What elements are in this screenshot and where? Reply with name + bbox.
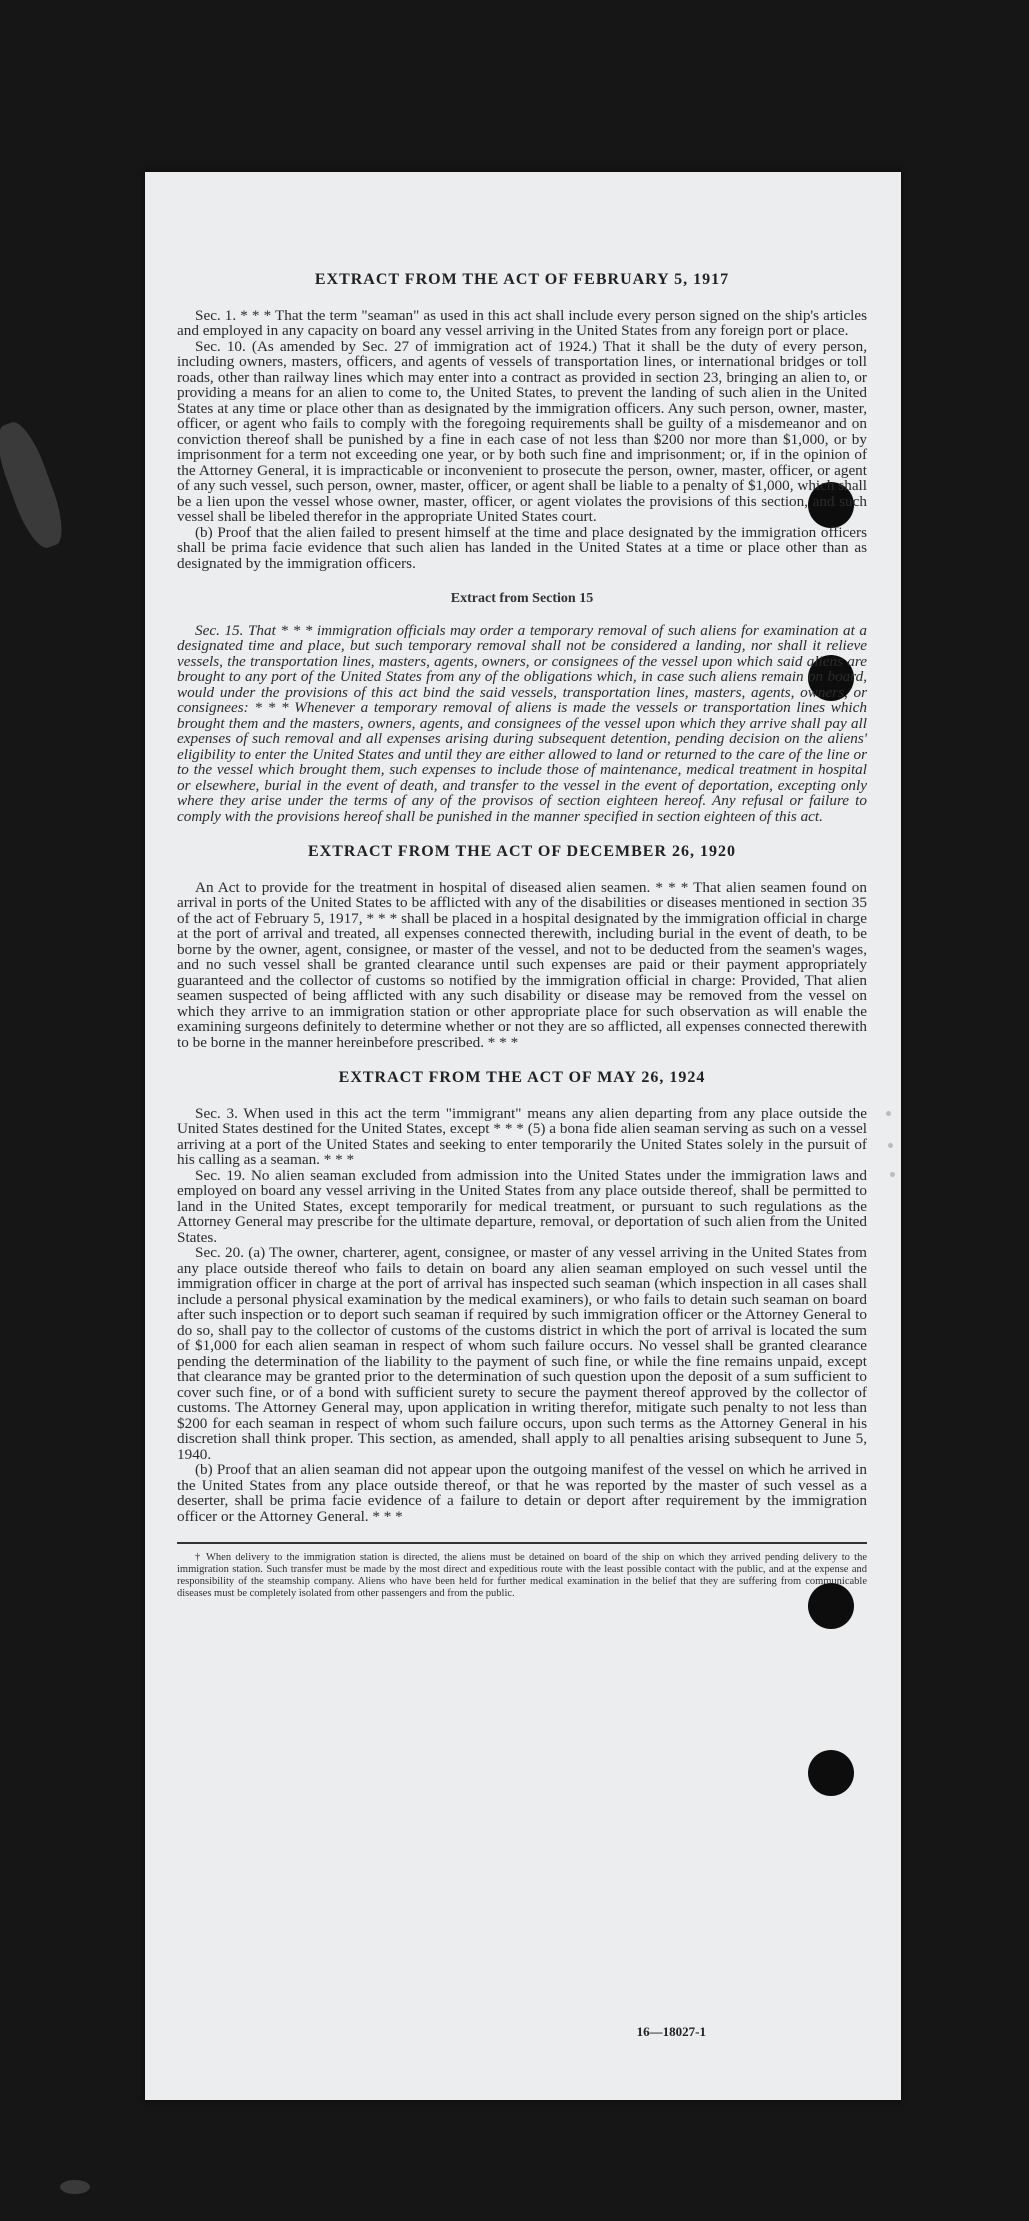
heading-act-1924: EXTRACT FROM THE ACT OF MAY 26, 1924 [338,1069,706,1086]
section-3-paragraph: Sec. 3. When used in this act the term "immigrant" means any alien departing from any place outside the United States destined for the United States, except * * * (5) a bona fide alien seaman serving as such on a vessel arriving at a port of the United States and seeking to enter temporarily the United States solely in the pursuit of his calling as a seaman. * * * [177,1104,867,1168]
margin-dot [888,1143,893,1148]
heading-act-1917: EXTRACT FROM THE ACT OF FEBRUARY 5, 1917 [314,271,730,288]
footnote: † When delivery to the immigration station is directed, the aliens must be detained on board of the ship on which they arrived pending delivery to the immigration station. Such transfer must be made by the most direct and expeditious route with the least possible contact with the public, and at the expense and responsibility of the steamship company. Aliens who have been held for further medical examination in the belief that they are suffering from communicable diseases must be completely isolated from other passengers and from the public. [177,1552,867,1599]
subheading-section-15: Extract from Section 15 [450,591,594,606]
document-page [145,172,901,2100]
section-10b-paragraph: (b) Proof that the alien failed to present himself at the time and place designated by the immigration officers shall be prima facie evidence that such alien has landed in the United States at a time or place other than as designated by the immigration officers. [177,523,867,572]
margin-dot [890,1172,895,1177]
section-19-paragraph: Sec. 19. No alien seaman excluded from admission into the United States under the immigration laws and employed on board any vessel arriving in the United States from any place outside thereof, shall be permitted to land in the United States, except temporarily for medical treatment, or pursuant to such regulations as the Attorney General may prescribe for the ultimate departure, removal, or deportation of such alien from the United States. [177,1166,867,1246]
margin-dot [886,1111,891,1116]
section-1-paragraph: Sec. 1. * * * That the term "seaman" as used in this act shall include every person signed on the ship's articles and employed in any capacity on board any vessel arriving in the United States from any foreign port or place. [177,306,867,339]
act-1920-paragraph: An Act to provide for the treatment in hospital of diseased alien seamen. * * * That alien seamen found on arrival in ports of the United States to be afflicted with any of the disabilities or diseases mentioned in section 35 of the act of February 5, 1917, * * * shall be placed in a hospital designated by the immigration official in charge at the port of arrival and treated, all expenses connected therewith, including burial in the event of death, to be borne by the owner, agent, consignee, or master of the vessel, and not to be deducted from the seamen's wages, and no such vessel shall be granted clearance until such expenses are paid or their payment appropriately guaranteed and the collector of customs so notified by the immigration official in charge: Provided, That alien seamen suspected of being afflicted with any such disability or disease may be removed from the vessel on which they arrive to an immigration station or other appropriate place for such observation as will enable the examining surgeons definitely to determine whether or not they are so afflicted, all expenses connected therewith to be borne in the manner hereinbefore prescribed. * * * [177,878,867,1051]
section-15-paragraph: Sec. 15. That * * * immigration officials may order a temporary removal of such aliens for examination at a designated time and place, but such temporary removal shall not be considered a landing, nor shall it relieve vessels, the transportation lines, masters, agents, owners, or consignees of the vessel upon which said aliens are brought to any port of the United States from any of the obligations which, in case such aliens remain on board, would under the provisions of this act bind the said vessels, transportation lines, masters, agents, owners, or consignees: * * * Whenever a temporary removal of aliens is made the vessels or transportation lines which brought them and the masters, owners, agents, and consignees of the vessel upon which they arrive shall pay all expenses of such removal and all expenses arising during subsequent detention, pending decision on the aliens' eligibility to enter the United States and until they are either allowed to land or returned to the care of the line or to the vessel which brought them, such expenses to include those of maintenance, medical treatment in hospital or elsewhere, burial in the event of death, and transfer to the vessel in the event of deportation, excepting only where they arise under the terms of any of the provisos of section eighteen hereof. Any refusal or failure to comply with the provisions hereof shall be punished in the manner specified in section eighteen of this act. [177,621,867,825]
heading-act-1920: EXTRACT FROM THE ACT OF DECEMBER 26, 1920 [307,843,736,860]
section-20b-paragraph: (b) Proof that an alien seaman did not appear upon the outgoing manifest of the vessel on which he arrived in the United States from any place outside thereof, or that he was reported by the master of such vessel as a deserter, shall be prima facie evidence of a failure to detain or deport after requirement by the immigration officer or the Attorney General. * * * [177,1461,867,1525]
scan-speck [60,2180,90,2194]
section-10-paragraph: Sec. 10. (As amended by Sec. 27 of immigration act of 1924.) That it shall be the duty of every person, including owners, masters, officers, and agents of vessels of transportation lines, or international bridges or toll roads, other than railway lines which may enter into a contract as provided in section 23, bringing an alien to, or providing a means for an alien to come to, the United States, to prevent the landing of such alien in the United States at any time or place other than as designated by the immigration officers. Any such person, owner, master, officer, or agent who fails to comply with the foregoing requirements shall be guilty of a misdemeanor and on conviction thereof shall be punished by a fine in each case of not less than $200 nor more than $1,000, or by imprisonment for a term not exceeding one year, or by both such fine and imprisonment; or, if in the opinion of the Attorney General, it is impracticable or inconvenient to prosecute the person, owner, master, officer, or agent of any such vessel, such person, owner, master, officer, or agent shall be liable to a penalty of $1,000, which shall be a lien upon the vessel whose owner, master, officer, or agent violates the provisions of this section, and such vessel shall be libeled therefor in the appropriate United States court. [177,337,867,525]
section-20a-paragraph: Sec. 20. (a) The owner, charterer, agent, consignee, or master of any vessel arriving in the United States from any place outside thereof who fails to detain on board any alien seaman employed on such vessel until the immigration officer in charge at the port of arrival has inspected such seaman (which inspection in all cases shall include a personal physical examination by the medical examiners), or who fails to detain such seaman on board after such inspection or to deport such seaman if required by such immigration officer or the Attorney General to do so, shall pay to the collector of customs of the customs district in which the port of arrival is located the sum of $1,000 for each alien seaman in respect of whom such failure occurs. No vessel shall be granted clearance pending the determination of the liability to the payment of such fine, or while the fine remains unpaid, except that clearance may be granted prior to the determination of such question upon the deposit of a sum sufficient to cover such fine, or of a bond with sufficient surety to secure the payment thereof approved by the collector of customs. The Attorney General may, upon application in writing therefor, mitigate such penalty to not less than $200 for each seaman in respect of whom such failure occurs, upon such terms as the Attorney General in his discretion shall think proper. This section, as amended, shall apply to all penalties arising subsequent to June 5, 1940. [177,1244,867,1463]
scan-speck [0,417,71,553]
document-body [177,272,867,1600]
punch-hole [808,1750,854,1796]
form-number: 16—18027-1 [636,2024,706,2039]
footnote-divider [177,1542,867,1544]
